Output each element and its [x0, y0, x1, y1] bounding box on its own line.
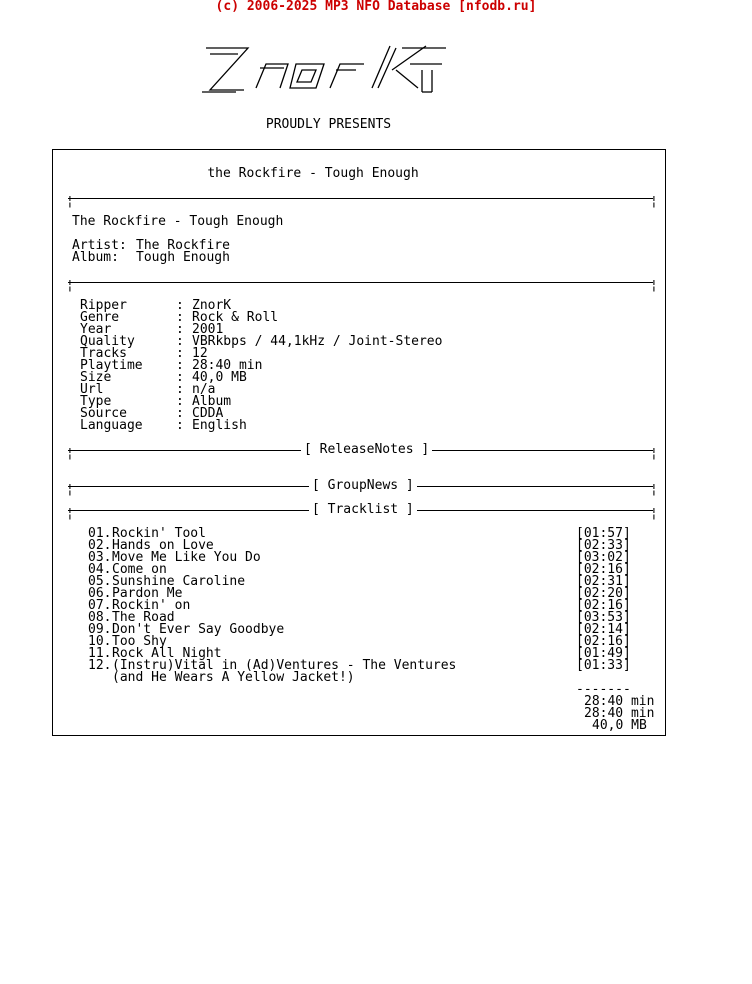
info-label: Year — [80, 322, 112, 337]
track-time: [02:14] — [576, 622, 631, 637]
track-time: [03:53] — [576, 610, 631, 625]
track-title: Sunshine Caroline — [112, 574, 246, 589]
track-time: [02:16] — [576, 598, 631, 613]
track-title: Rockin' on — [112, 598, 191, 613]
track-number: 11. — [88, 646, 112, 661]
info-label: Language — [80, 418, 143, 433]
info-label: Source — [80, 406, 127, 421]
release-heading: The Rockfire - Tough Enough — [72, 214, 284, 229]
track-title: (Instru)Vital in (Ad)Ventures - The Ventures — [112, 658, 457, 673]
total-playtime: 28:40 min — [584, 694, 655, 709]
info-value: English — [192, 418, 247, 433]
info-label: Tracks — [80, 346, 127, 361]
track-number: 07. — [88, 598, 112, 613]
divider-top — [68, 198, 653, 199]
info-label: Size — [80, 370, 112, 385]
track-time: [01:33] — [576, 658, 631, 673]
album-label: Album: — [72, 250, 119, 265]
track-time: [02:20] — [576, 586, 631, 601]
track-time: [03:02] — [576, 550, 631, 565]
track-title: Rock All Night — [112, 646, 222, 661]
info-label: Playtime — [80, 358, 143, 373]
track-number: 09. — [88, 622, 112, 637]
section-tracklist: [ Tracklist ] — [309, 504, 417, 516]
info-colon: : — [176, 298, 184, 313]
info-value: Rock & Roll — [192, 310, 279, 325]
track-number: 08. — [88, 610, 112, 625]
track-number: 01. — [88, 526, 112, 541]
artist-label: Artist: — [72, 238, 127, 253]
track-title: Pardon Me — [112, 586, 183, 601]
track-title: Come on — [112, 562, 167, 577]
section-release-notes: [ ReleaseNotes ] — [301, 444, 432, 456]
info-label: Ripper — [80, 298, 127, 313]
track-number: 10. — [88, 634, 112, 649]
nfo-title: the Rockfire - Tough Enough — [207, 166, 419, 181]
track-title: Rockin' Tool — [112, 526, 206, 541]
info-value: 28:40 min — [192, 358, 263, 373]
divider-edge-left: ¦ — [66, 506, 74, 521]
info-value: 12 — [192, 346, 208, 361]
info-label: Genre — [80, 310, 120, 325]
proudly-presents: PROUDLY PRESENTS — [265, 117, 392, 132]
track-time: [02:33] — [576, 538, 631, 553]
info-colon: : — [176, 334, 184, 349]
divider-edge-right: ¦ — [650, 278, 658, 293]
track-title: Hands on Love — [112, 538, 214, 553]
artist-value: The Rockfire — [136, 238, 230, 253]
info-value: 2001 — [192, 322, 224, 337]
track-number: 04. — [88, 562, 112, 577]
info-colon: : — [176, 358, 184, 373]
info-value: CDDA — [192, 406, 224, 421]
track-time: [01:49] — [576, 646, 631, 661]
track-title: Don't Ever Say Goodbye — [112, 622, 285, 637]
track-title-continuation: (and He Wears A Yellow Jacket!) — [112, 670, 355, 685]
info-label: Quality — [80, 334, 135, 349]
album-value: Tough Enough — [136, 250, 230, 265]
znork-ascii-logo — [196, 40, 456, 100]
divider-edge-left: ¦ — [66, 482, 74, 497]
divider-edge-right: ¦ — [650, 482, 658, 497]
track-time: [02:31] — [576, 574, 631, 589]
info-colon: : — [176, 406, 184, 421]
info-label: Url — [80, 382, 104, 397]
track-time: [01:57] — [576, 526, 631, 541]
section-group-news: [ GroupNews ] — [309, 480, 417, 492]
info-colon: : — [176, 310, 184, 325]
divider-edge-left: ¦ — [66, 446, 74, 461]
track-number: 05. — [88, 574, 112, 589]
info-colon: : — [176, 394, 184, 409]
info-colon: : — [176, 346, 184, 361]
info-value: VBRkbps / 44,1kHz / Joint-Stereo — [192, 334, 443, 349]
info-label: Type — [80, 394, 112, 409]
totals-separator: ------- — [576, 682, 631, 697]
divider-edge-right: ¦ — [650, 446, 658, 461]
total-size: 40,0 MB — [592, 718, 647, 733]
total-playtime-repeat: 28:40 min — [584, 706, 655, 721]
info-colon: : — [176, 382, 184, 397]
divider-edge-left: ¦ — [66, 194, 74, 209]
track-title: The Road — [112, 610, 175, 625]
divider-edge-right: ¦ — [650, 506, 658, 521]
track-time: [02:16] — [576, 562, 631, 577]
track-number: 12. — [88, 658, 112, 673]
info-value: Album — [192, 394, 232, 409]
info-value: 40,0 MB — [192, 370, 247, 385]
track-number: 03. — [88, 550, 112, 565]
divider-edge-left: ¦ — [66, 278, 74, 293]
info-value: ZnorK — [192, 298, 232, 313]
divider-edge-right: ¦ — [650, 194, 658, 209]
track-number: 02. — [88, 538, 112, 553]
divider-info — [68, 282, 653, 283]
copyright-banner: (c) 2006-2025 MP3 NFO Database [nfodb.ru] — [215, 0, 537, 14]
track-title: Move Me Like You Do — [112, 550, 261, 565]
info-colon: : — [176, 322, 184, 337]
track-title: Too Shy — [112, 634, 167, 649]
info-value: n/a — [192, 382, 216, 397]
info-colon: : — [176, 418, 184, 433]
track-number: 06. — [88, 586, 112, 601]
track-time: [02:16] — [576, 634, 631, 649]
info-colon: : — [176, 370, 184, 385]
